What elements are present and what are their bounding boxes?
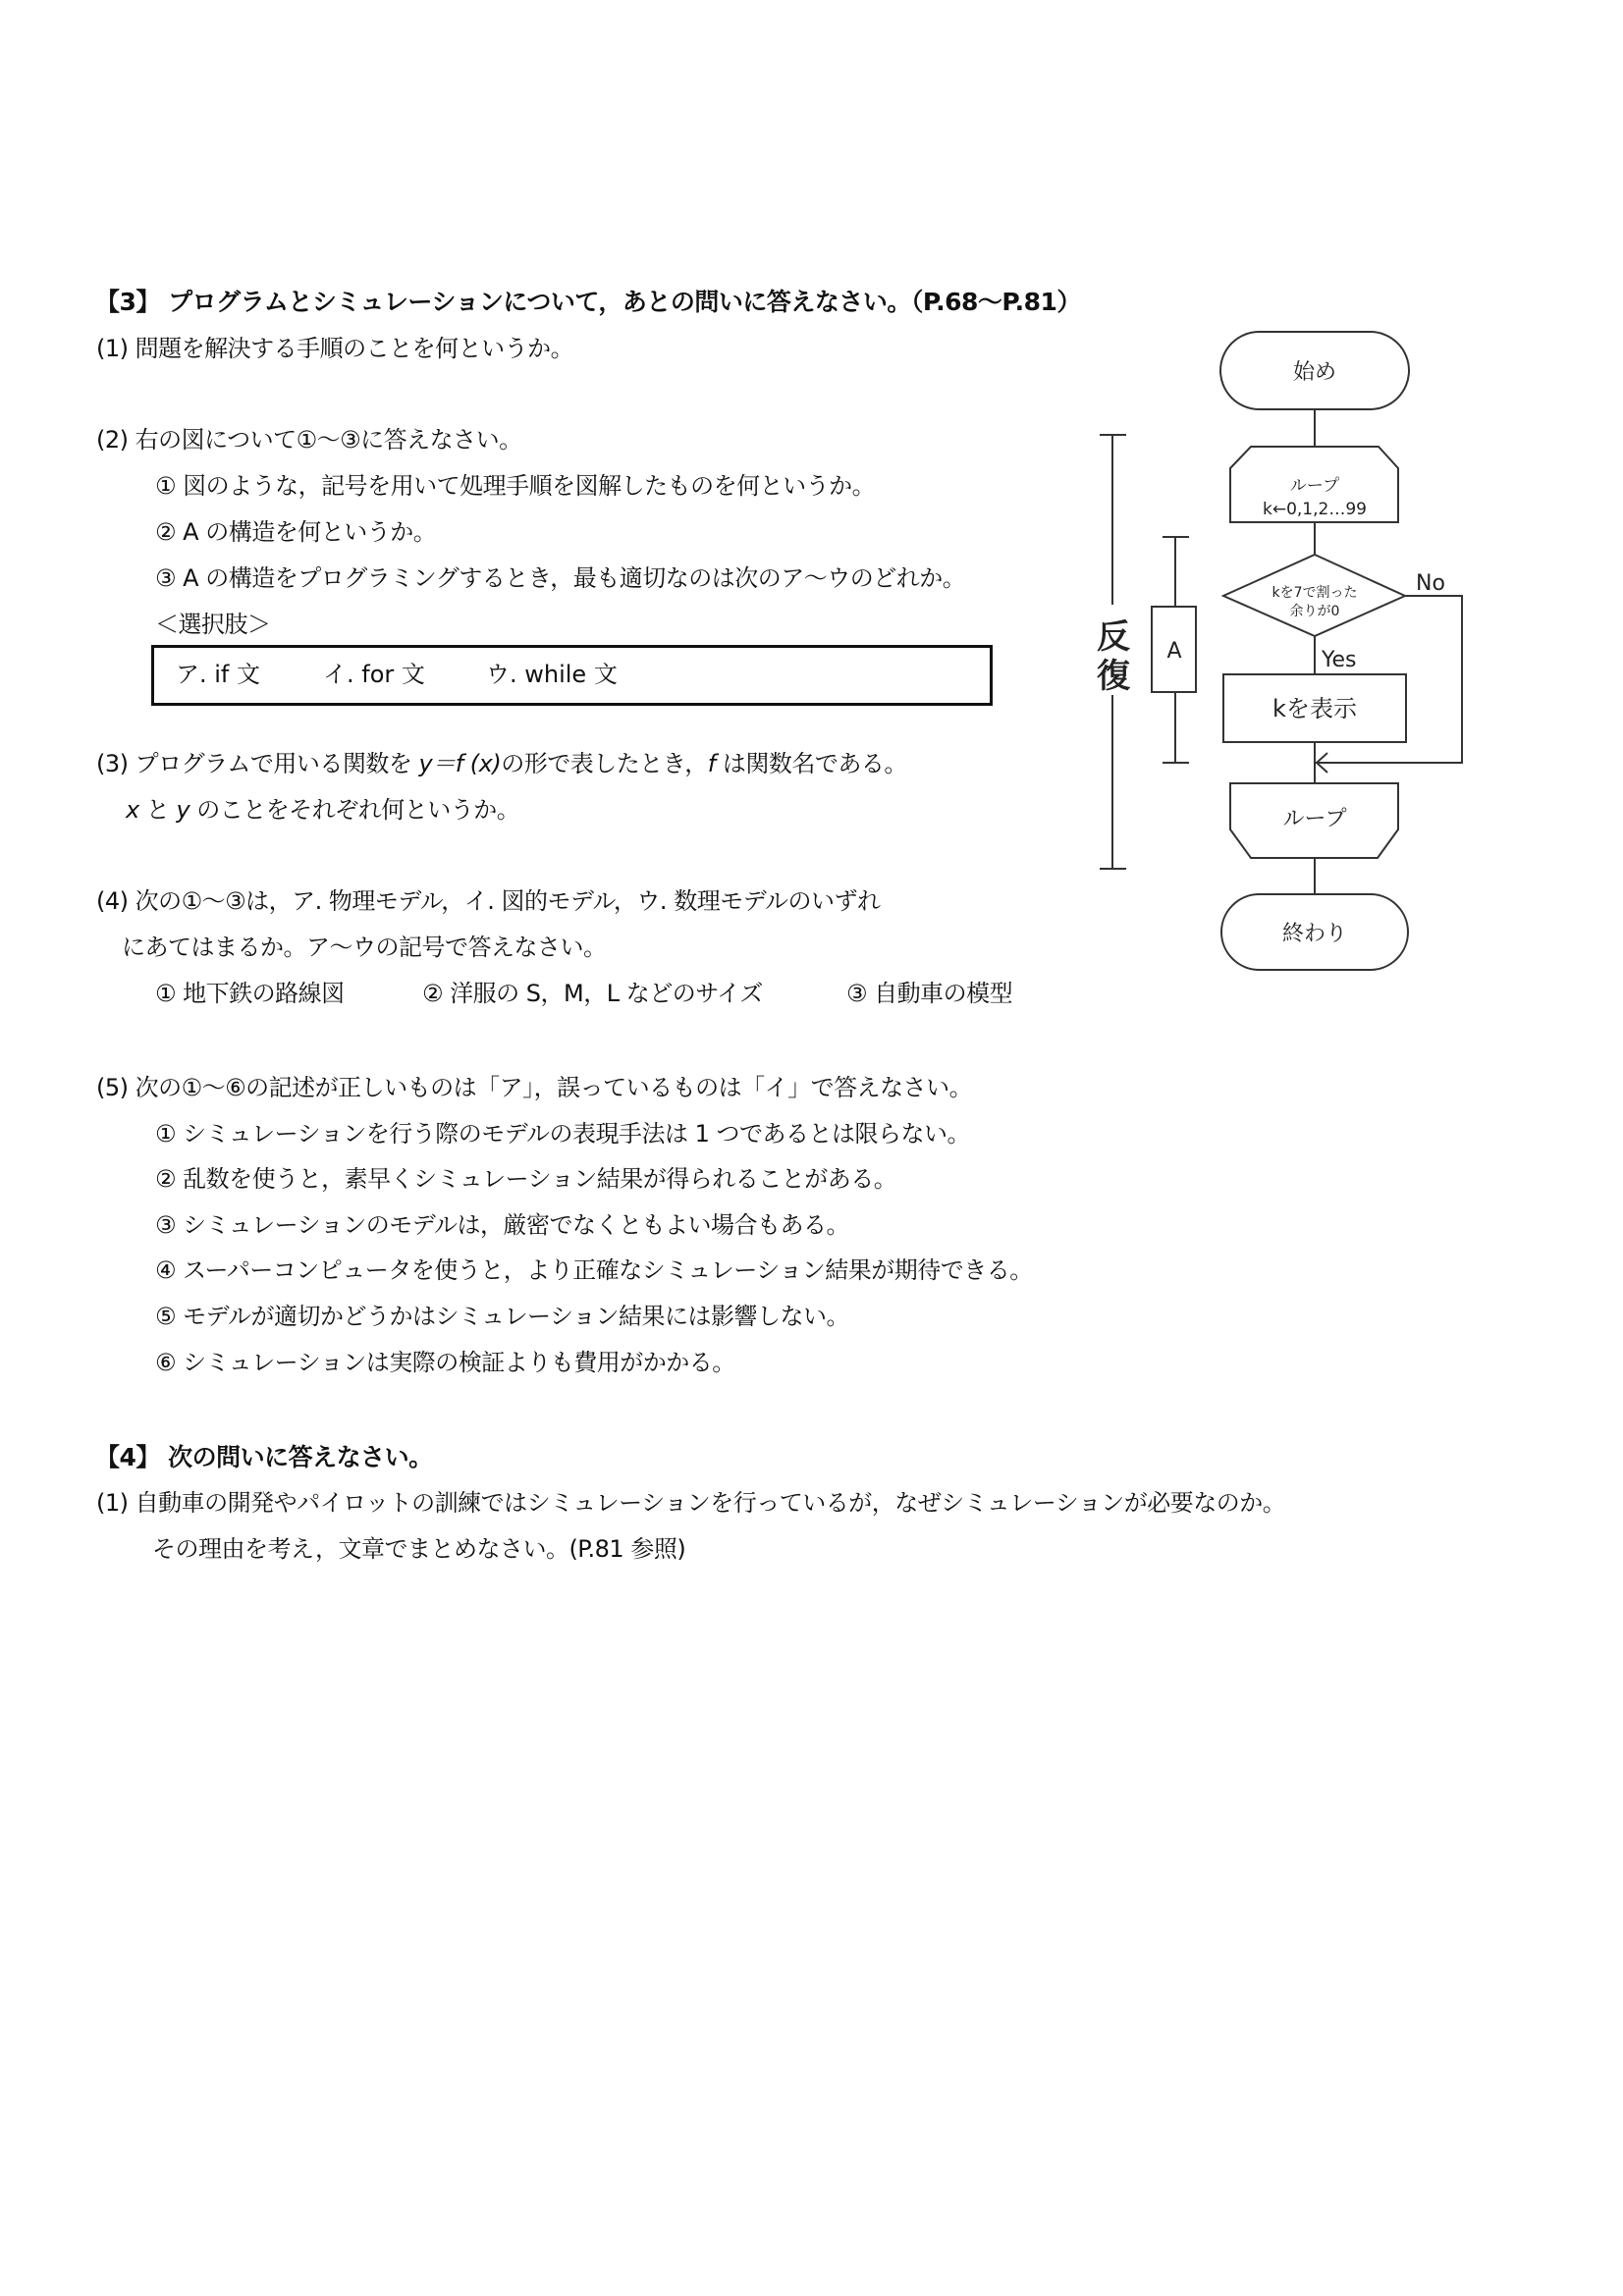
choice-a: ア. if 文 — [176, 661, 261, 688]
q3-x: x — [126, 796, 139, 824]
question-3-2-item-1: ① 図のような，記号を用いて処理手順を図解したものを何というか。 — [155, 472, 876, 500]
choice-i: イ. for 文 — [323, 661, 425, 688]
end-label: 終わり — [1281, 922, 1348, 946]
q3-suffix: は関数名である。 — [715, 750, 907, 777]
question-4-1-line-2: その理由を考え，文章でまとめなさい。(P.81 参照) — [152, 1535, 686, 1563]
question-4-1-line-1: (1) 自動車の開発やパイロットの訓練ではシミュレーションを行っているが，なぜシミュレーションが必要なのか。 — [96, 1489, 1286, 1517]
q3-f: f — [707, 750, 716, 777]
question-3-5-item-5: ⑤ モデルが適切かどうかはシミュレーション結果には影響しない。 — [155, 1303, 850, 1330]
question-3-3-line-2 — [126, 795, 519, 825]
start-label: 始め — [1292, 360, 1337, 385]
choice-u: ウ. while 文 — [486, 661, 618, 688]
q3-prefix: (3) プログラムで用いる関数を — [96, 750, 419, 777]
question-3-2-intro: (2) 右の図について①～③に答えなさい。 — [96, 426, 522, 454]
process-label: kを表示 — [1272, 695, 1357, 722]
outer-bracket-label-1: 反 — [1097, 617, 1130, 657]
section3-heading: 【3】 プログラムとシミュレーションについて，あとの問いに答えなさい。（P.68～P.81） — [95, 288, 1081, 316]
question-3-4-item-1: ① 地下鉄の路線図 — [155, 980, 345, 1007]
question-3-1: (1) 問題を解決する手順のことを何というか。 — [96, 335, 574, 362]
connector-no — [1315, 596, 1462, 763]
choices-label: ＜選択肢＞ — [155, 611, 271, 638]
bracket-a-label: A — [1166, 639, 1182, 664]
loop-start-title: ループ — [1289, 476, 1340, 496]
section4-heading: 【4】 次の問いに答えなさい。 — [95, 1443, 433, 1471]
question-3-4-line-2: にあてはまるか。ア～ウの記号で答えなさい。 — [122, 934, 607, 961]
question-3-5-item-4: ④ スーパーコンピュータを使うと，より正確なシミュレーション結果が期待できる。 — [155, 1256, 1033, 1284]
choices-box — [151, 645, 993, 706]
decision-line-1: kを7で割った — [1271, 585, 1358, 601]
decision-line-2: 余りが0 — [1289, 604, 1340, 619]
question-3-4-item-3: ③ 自動車の模型 — [846, 980, 1013, 1007]
question-3-5-intro: (5) 次の①～⑥の記述が正しいものは「ア」，誤っているものは「イ」で答えなさい。 — [96, 1074, 973, 1101]
yes-label: Yes — [1322, 648, 1357, 672]
question-3-2-item-2: ② A の構造を何というか。 — [155, 518, 437, 546]
loop-end-label: ループ — [1282, 807, 1347, 831]
question-3-5-item-2: ② 乱数を使うと，素早くシミュレーション結果が得られることがある。 — [155, 1165, 897, 1193]
question-3-2-item-3: ③ A の構造をプログラミングするとき，最も適切なのは次のア～ウのどれか。 — [155, 564, 966, 592]
question-3-5-item-1: ① シミュレーションを行う際のモデルの表現手法は 1 つであるとは限らない。 — [155, 1120, 971, 1148]
question-3-4-item-2: ② 洋服の S，M，L などのサイズ — [422, 980, 763, 1007]
q3-y: y — [176, 796, 190, 824]
flowchart — [1080, 314, 1492, 982]
outer-bracket-label-2: 復 — [1097, 657, 1130, 696]
question-3-4-line-1: (4) 次の①～③は，ア. 物理モデル，イ. 図的モデル，ウ. 数理モデルのいずれ — [96, 887, 881, 915]
q3-formula: y＝f (x) — [418, 750, 502, 777]
question-3-5-item-3: ③ シミュレーションのモデルは，厳密でなくともよい場合もある。 — [155, 1211, 850, 1239]
q3-rest: のことをそれぞれ何というか。 — [189, 796, 520, 824]
question-3-5-item-6: ⑥ シミュレーションは実際の検証よりも費用がかかる。 — [155, 1349, 735, 1376]
q3-middle: の形で表したとき， — [501, 750, 708, 777]
question-3-3-line-1 — [96, 749, 907, 778]
no-label: No — [1416, 571, 1445, 596]
loop-start-range: k←0,1,2…99 — [1263, 500, 1367, 519]
q3-and: と — [138, 796, 177, 824]
